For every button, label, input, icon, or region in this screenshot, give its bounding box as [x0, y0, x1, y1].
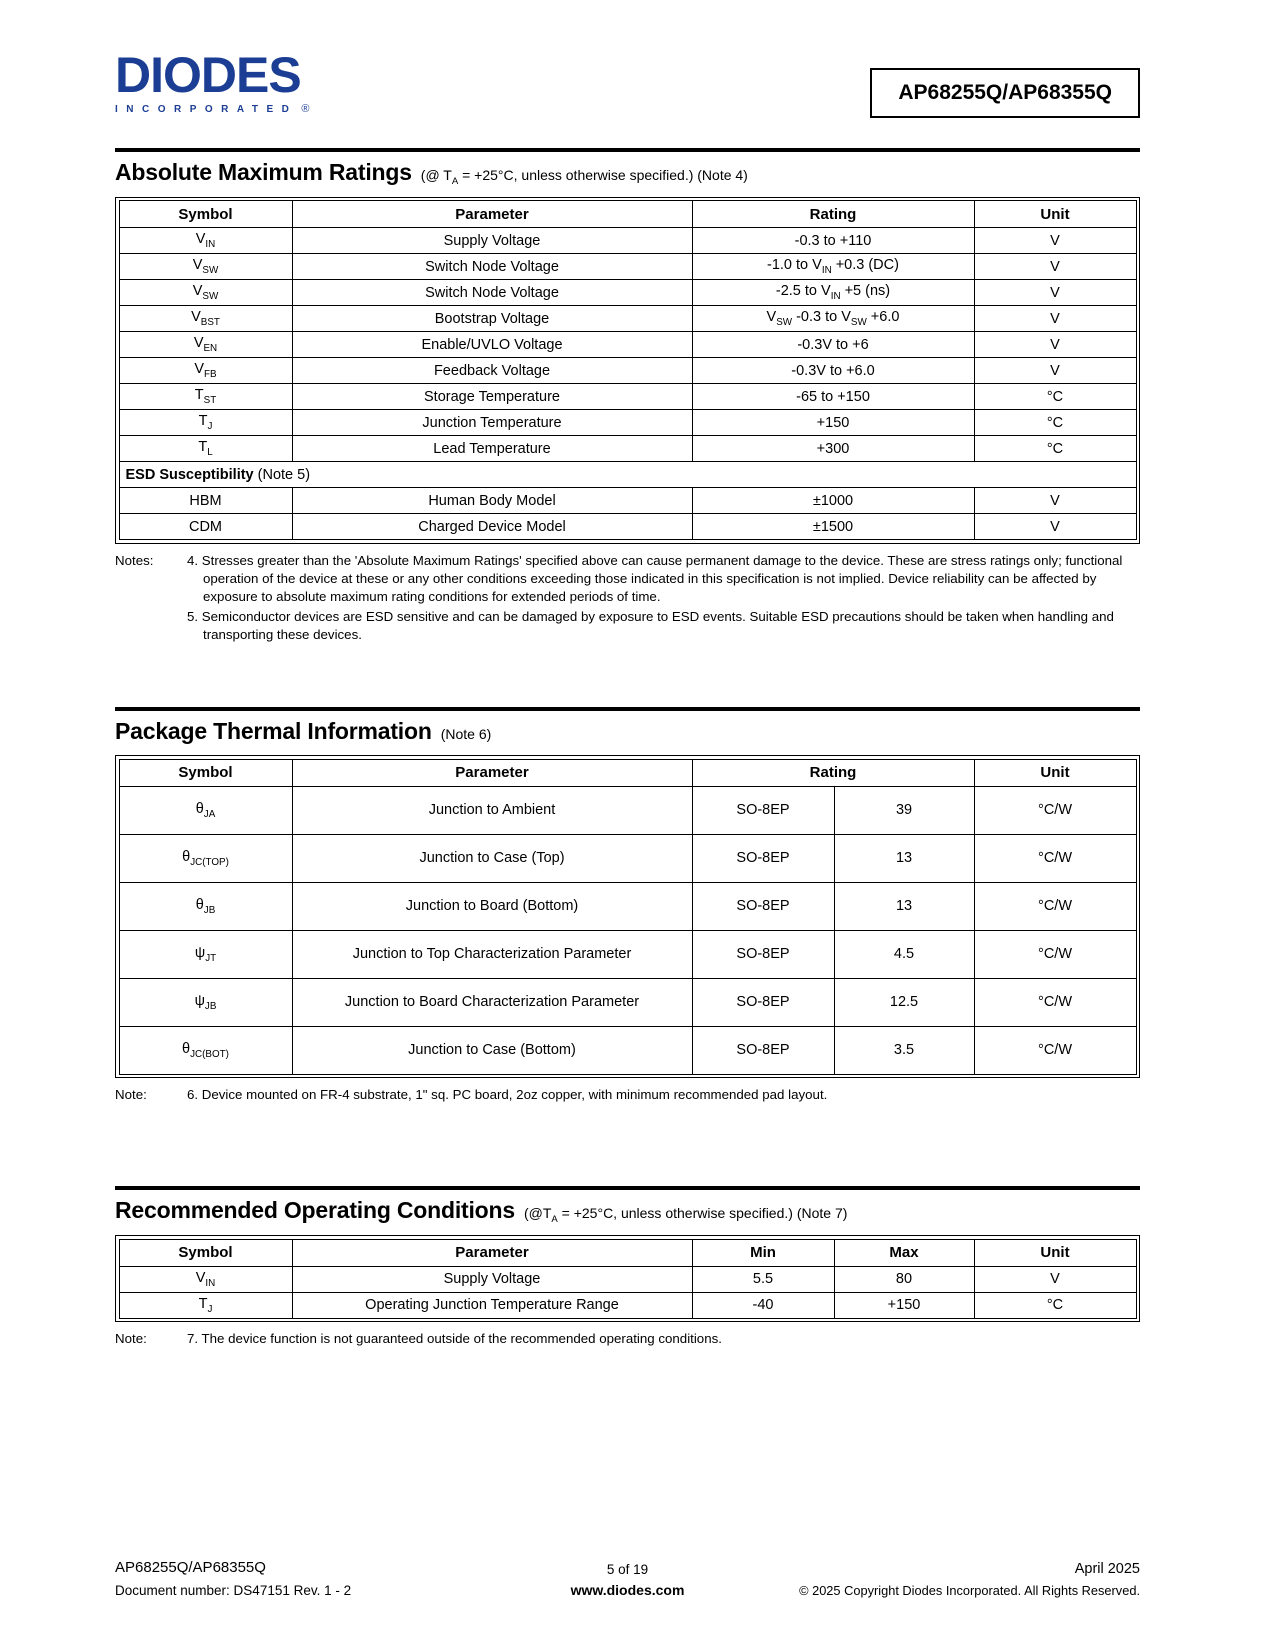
symbol-cell: $\theta_{JB}$ — [119, 882, 292, 930]
notes-body — [187, 1330, 1140, 1350]
esd-susceptibility-cell — [119, 462, 1136, 488]
column-header-symbol: Symbol — [119, 759, 292, 786]
section-title: Package Thermal Information — [115, 718, 432, 745]
min-cell: -40 — [692, 1292, 834, 1318]
footer-left — [115, 1559, 571, 1598]
table-row — [119, 930, 1136, 978]
symbol-cell: $T_{ST}$ — [119, 384, 292, 410]
column-header-rating: Rating — [692, 759, 974, 786]
symbol-cell: $\theta_{JA}$ — [119, 786, 292, 834]
footer-website-link[interactable]: www.diodes.com — [570, 1582, 685, 1598]
unit-cell: V — [974, 254, 1136, 280]
parameter-cell: Junction to Case (Top) — [292, 834, 692, 882]
parameter-cell: Switch Node Voltage — [292, 254, 692, 280]
symbol-cell: $V_{EN}$ — [119, 332, 292, 358]
document-footer — [115, 1559, 1140, 1598]
column-header-rating: Rating — [692, 201, 974, 228]
parameter-cell: Charged Device Model — [292, 514, 692, 540]
column-header-symbol: Symbol — [119, 201, 292, 228]
rating-cell: ±1000 — [692, 488, 974, 514]
table-row — [119, 882, 1136, 930]
footer-part-number: AP68255Q/AP68355Q — [115, 1559, 266, 1576]
diodes-logo-incorporated: INCORPORATED — [115, 104, 298, 115]
footer-page-number: 5 of 19 — [606, 1562, 649, 1577]
note-label: Note: — [115, 1087, 147, 1103]
symbol-cell: $\theta_{JC(TOP)}$ — [119, 834, 292, 882]
value-cell: 4.5 — [834, 930, 974, 978]
section-subtitle: ($@T_A = +25^\circ C$, unless otherwise specified.) (Note 7) — [523, 1205, 848, 1226]
esd-susceptibility-title: ESD Susceptibility — [125, 466, 254, 483]
rating-cell: -0.3V to +6.0 — [692, 358, 974, 384]
value-cell: 12.5 — [834, 978, 974, 1026]
section-title-row — [115, 718, 1140, 745]
parameter-cell: Bootstrap Voltage — [292, 306, 692, 332]
package-cell: SO-8EP — [692, 786, 834, 834]
table-row — [119, 436, 1136, 462]
symbol-cell: $\psi_{JB}$ — [119, 978, 292, 1026]
rating-cell: -0.3 to +110 — [692, 228, 974, 254]
parameter-cell: Storage Temperature — [292, 384, 692, 410]
rating-cell: -0.3V to +6 — [692, 332, 974, 358]
section-title: Absolute Maximum Ratings — [115, 159, 412, 185]
section-title-row — [115, 159, 1140, 187]
table-row — [119, 332, 1136, 358]
table-row — [119, 384, 1136, 410]
note-label: Note: — [115, 1331, 147, 1347]
section-package-thermal-information — [115, 707, 1140, 1106]
symbol-cell: $V_{SW}$ — [119, 280, 292, 306]
column-header-parameter: Parameter — [292, 759, 692, 786]
unit-cell: V — [974, 1266, 1136, 1292]
note-5: 5. Semiconductor devices are ESD sensitive and can be damaged by exposure to ESD events. Suitable ESD precautions should be taken when handling and transporting these devices. — [187, 608, 1114, 642]
rating-cell: -2.5 to $V_{IN} +5$ (ns) — [692, 280, 974, 306]
unit-cell: V — [974, 488, 1136, 514]
unit-cell: °C — [974, 1292, 1136, 1318]
value-cell: 3.5 — [834, 1026, 974, 1074]
footer-date: April 2025 — [1074, 1561, 1140, 1577]
unit-cell: °C/W — [974, 930, 1136, 978]
symbol-cell: $T_J$ — [119, 410, 292, 436]
note-6: 6. Device mounted on FR-4 substrate, 1" sq. PC board, 2oz copper, with minimum recommended pad layout. — [187, 1087, 828, 1103]
unit-cell: °C/W — [974, 786, 1136, 834]
diodes-logo-subline — [115, 103, 309, 115]
parameter-cell: Lead Temperature — [292, 436, 692, 462]
table-row — [119, 228, 1136, 254]
symbol-cell: CDM — [119, 514, 292, 540]
unit-cell: °C/W — [974, 834, 1136, 882]
notes-block — [115, 1086, 1140, 1106]
value-cell: 13 — [834, 834, 974, 882]
parameter-cell: Junction to Top Characterization Parameter — [292, 930, 692, 978]
section-absolute-maximum-ratings — [115, 148, 1140, 645]
parameter-cell: Human Body Model — [292, 488, 692, 514]
column-header-symbol: Symbol — [119, 1239, 292, 1266]
section-divider — [115, 148, 1140, 152]
parameter-cell: Junction Temperature — [292, 410, 692, 436]
section-divider — [115, 1186, 1140, 1190]
section-title: Recommended Operating Conditions — [115, 1197, 515, 1224]
footer-center — [571, 1562, 685, 1598]
package-thermal-information-table — [119, 759, 1137, 1075]
symbol-cell: $V_{IN}$ — [119, 228, 292, 254]
table-row — [119, 1266, 1136, 1292]
unit-cell: °C — [974, 436, 1136, 462]
unit-cell: V — [974, 228, 1136, 254]
notes-body — [187, 552, 1140, 646]
rating-cell: -65 to +150 — [692, 384, 974, 410]
column-header-unit: Unit — [974, 1239, 1136, 1266]
package-cell: SO-8EP — [692, 834, 834, 882]
symbol-cell: $V_{SW}$ — [119, 254, 292, 280]
rating-cell: +150 — [692, 410, 974, 436]
table-row — [119, 358, 1136, 384]
package-cell: SO-8EP — [692, 882, 834, 930]
table-outer-frame — [115, 197, 1140, 544]
esd-susceptibility-row — [119, 462, 1136, 488]
rating-cell: -1.0 to $V_{IN} +0.3$ (DC) — [692, 254, 974, 280]
column-header-max: Max — [834, 1239, 974, 1266]
symbol-cell: $V_{BST}$ — [119, 306, 292, 332]
table-row — [119, 514, 1136, 540]
column-header-unit: Unit — [974, 201, 1136, 228]
column-header-min: Min — [692, 1239, 834, 1266]
unit-cell: °C/W — [974, 882, 1136, 930]
parameter-cell: Junction to Board Characterization Parameter — [292, 978, 692, 1026]
column-header-parameter: Parameter — [292, 1239, 692, 1266]
unit-cell: V — [974, 358, 1136, 384]
package-cell: SO-8EP — [692, 978, 834, 1026]
unit-cell: °C/W — [974, 1026, 1136, 1074]
absolute-maximum-ratings-table — [119, 200, 1137, 540]
table-outer-frame — [115, 1235, 1140, 1322]
symbol-cell: $T_L$ — [119, 436, 292, 462]
parameter-cell: Junction to Board (Bottom) — [292, 882, 692, 930]
parameter-cell: Junction to Ambient — [292, 786, 692, 834]
notes-block — [115, 1330, 1140, 1350]
rating-cell: +300 — [692, 436, 974, 462]
footer-copyright: © 2025 Copyright Diodes Incorporated. All Rights Reserved. — [799, 1583, 1140, 1598]
symbol-cell: $\psi_{JT}$ — [119, 930, 292, 978]
parameter-cell: Enable/UVLO Voltage — [292, 332, 692, 358]
value-cell: 39 — [834, 786, 974, 834]
symbol-cell: $V_{FB}$ — [119, 358, 292, 384]
parameter-cell: Switch Node Voltage — [292, 280, 692, 306]
table-header-row — [119, 201, 1136, 228]
max-cell: 80 — [834, 1266, 974, 1292]
symbol-cell: $T_J$ — [119, 1292, 292, 1318]
unit-cell: V — [974, 306, 1136, 332]
part-number-box: AP68255Q/AP68355Q — [870, 68, 1140, 118]
unit-cell: V — [974, 514, 1136, 540]
rating-cell: ±1500 — [692, 514, 974, 540]
parameter-cell: Supply Voltage — [292, 228, 692, 254]
unit-cell: °C — [974, 410, 1136, 436]
footer-document-number: Document number: DS47151 Rev. 1 - 2 — [115, 1583, 352, 1598]
registered-trademark-icon: ® — [301, 103, 310, 115]
table-header-row — [119, 1239, 1136, 1266]
table-header-row — [119, 759, 1136, 786]
note-7: 7. The device function is not guaranteed outside of the recommended operating conditions. — [187, 1331, 722, 1347]
symbol-cell: $V_{IN}$ — [119, 1266, 292, 1292]
diodes-logo-text: DIODES — [115, 47, 301, 103]
table-row — [119, 254, 1136, 280]
section-subtitle: (Note 6) — [440, 726, 492, 743]
esd-susceptibility-note: (Note 5) — [253, 466, 311, 483]
unit-cell: °C — [974, 384, 1136, 410]
unit-cell: °C/W — [974, 978, 1136, 1026]
note-4: 4. Stresses greater than the 'Absolute Maximum Ratings' specified above can cause permanent damage to the device. These are stress ratings only; functional operation of the device at these or any other conditions exceeding those indicated in this specification is not implied. Device reliability can be affected by exposure to absolute maximum rating conditions for extended periods of time. — [187, 552, 1123, 604]
parameter-cell: Operating Junction Temperature Range — [292, 1292, 692, 1318]
table-row — [119, 410, 1136, 436]
table-row — [119, 834, 1136, 882]
document-header — [115, 47, 1140, 118]
column-header-parameter: Parameter — [292, 201, 692, 228]
column-header-unit: Unit — [974, 759, 1136, 786]
section-recommended-operating-conditions — [115, 1186, 1140, 1350]
max-cell: +150 — [834, 1292, 974, 1318]
min-cell: 5.5 — [692, 1266, 834, 1292]
section-title-row — [115, 1197, 1140, 1225]
package-cell: SO-8EP — [692, 930, 834, 978]
table-row — [119, 306, 1136, 332]
section-divider — [115, 707, 1140, 711]
parameter-cell: Feedback Voltage — [292, 358, 692, 384]
table-row — [119, 280, 1136, 306]
notes-body — [187, 1086, 1140, 1106]
value-cell: 13 — [834, 882, 974, 930]
footer-right — [684, 1561, 1140, 1598]
parameter-cell: Supply Voltage — [292, 1266, 692, 1292]
table-row — [119, 1026, 1136, 1074]
recommended-operating-conditions-table — [119, 1239, 1137, 1319]
table-row — [119, 978, 1136, 1026]
table-row — [119, 786, 1136, 834]
symbol-cell: $\theta_{JC(BOT)}$ — [119, 1026, 292, 1074]
notes-block — [115, 552, 1140, 646]
diodes-logo — [115, 47, 310, 115]
unit-cell: V — [974, 332, 1136, 358]
rating-cell: $V_{SW}$ -0.3 to $V_{SW} +6.0$ — [692, 306, 974, 332]
parameter-cell: Junction to Case (Bottom) — [292, 1026, 692, 1074]
symbol-cell: HBM — [119, 488, 292, 514]
table-row — [119, 488, 1136, 514]
package-cell: SO-8EP — [692, 1026, 834, 1074]
notes-label: Notes: — [115, 552, 154, 568]
table-outer-frame — [115, 755, 1140, 1078]
unit-cell: V — [974, 280, 1136, 306]
table-row — [119, 1292, 1136, 1318]
section-subtitle: (@ $T_A = +25^\circ C$, unless otherwise specified.) (Note 4) — [420, 167, 748, 187]
